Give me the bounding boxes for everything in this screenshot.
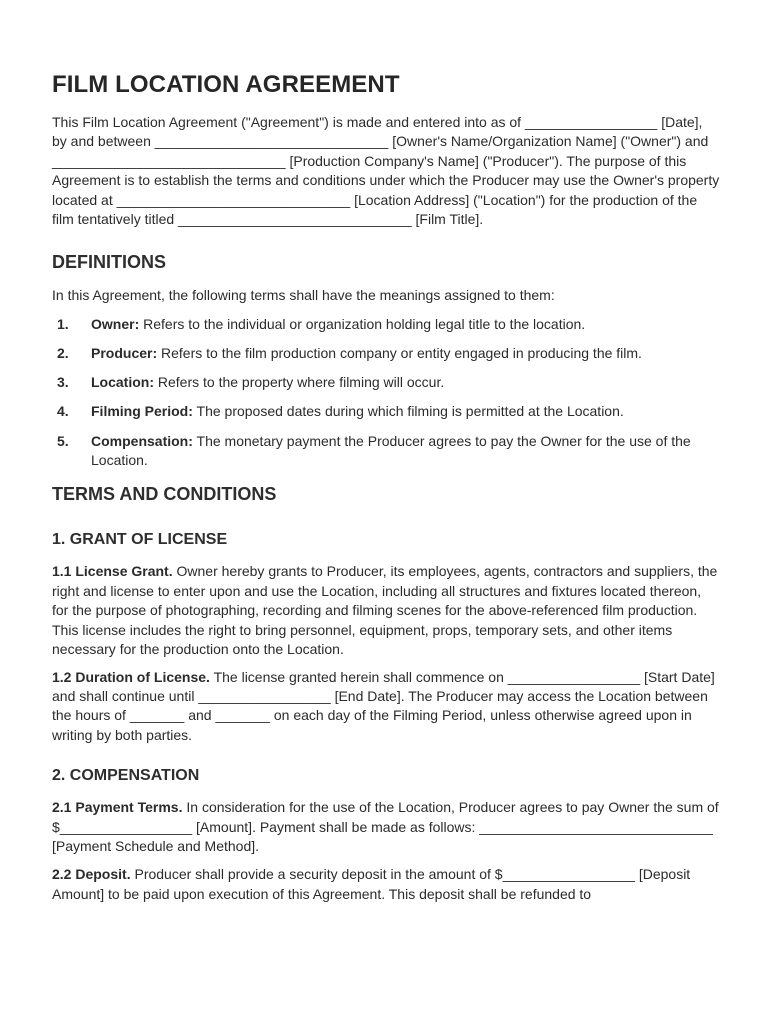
license-grant-paragraph [52, 562, 720, 659]
intro-paragraph: This Film Location Agreement ("Agreement") is made and entered into as of _________________ [Date], by and between ______________________________ [Owner's Name/Organization Name] ("Owner") and ______________________________ [Production Company's Name] ("Producer"). The purpose of this Agreement is to establish the terms and conditions under which the Producer may use the Owner's property located at ______________________________ [Location Address] ("Location") for the production of the film tentatively titled ______________________________ [Film Title]. [52, 114, 720, 228]
definition-term: Location: [91, 374, 154, 391]
clause-text: The license granted herein shall commence on _________________ [Start Date] and shall continue until _________________ [End Date]. The Producer may access the Location between the hours of _______ and _______ on each day of the Filming Period, unless otherwise agreed upon in writing by both parties. [52, 668, 715, 743]
definition-text: The proposed dates during which filming is permitted at the Location. [192, 403, 624, 420]
payment-terms-paragraph [52, 798, 720, 856]
terms-heading: TERMS AND CONDITIONS [52, 484, 277, 505]
clause-label: 1.2 Duration of License. [52, 668, 210, 685]
definitions-intro: In this Agreement, the following terms shall have the meanings assigned to them: [52, 287, 555, 304]
list-number: 4. [57, 403, 69, 420]
grant-heading: 1. GRANT OF LICENSE [52, 531, 228, 549]
definitions-heading: DEFINITIONS [52, 252, 167, 273]
list-item [52, 402, 720, 421]
license-duration-paragraph [52, 668, 720, 746]
definitions-list [52, 315, 720, 471]
definition-text: Refers to the individual or organization holding legal title to the location. [139, 315, 586, 332]
compensation-heading: 2. COMPENSATION [52, 767, 200, 785]
definition-term: Producer: [91, 345, 158, 362]
definition-text: Refers to the property where filming will occur. [154, 374, 445, 391]
list-number: 5. [57, 432, 69, 449]
clause-text: Producer shall provide a security deposit in the amount of $_________________ [Deposit Amount] to be paid upon execution of this Agreement. This deposit shall be refunded to [52, 866, 691, 902]
definition-term: Compensation: [91, 432, 193, 449]
list-number: 1. [57, 315, 69, 332]
document-content [52, 70, 720, 904]
definition-text: The monetary payment the Producer agrees to pay the Owner for the use of the Location. [91, 432, 691, 469]
list-item [52, 315, 720, 334]
clause-label: 1.1 License Grant. [52, 563, 173, 580]
list-item [52, 432, 720, 471]
deposit-paragraph [52, 865, 720, 904]
document-title: FILM LOCATION AGREEMENT [52, 71, 400, 98]
list-item [52, 344, 720, 363]
clause-label: 2.1 Payment Terms. [52, 799, 183, 816]
clause-label: 2.2 Deposit. [52, 866, 131, 883]
list-number: 3. [57, 374, 69, 391]
list-number: 2. [57, 345, 69, 362]
definition-term: Owner: [91, 315, 140, 332]
clause-text: In consideration for the use of the Location, Producer agrees to pay Owner the sum of $_________________ [Amount]. Payment shall be made as follows: ______________________________ [Payment Schedule and Method]. [52, 799, 719, 854]
definition-term: Filming Period: [91, 403, 193, 420]
definition-text: Refers to the film production company or entity engaged in producing the film. [157, 345, 642, 362]
clause-text: Owner hereby grants to Producer, its employees, agents, contractors and suppliers, the right and license to enter upon and use the Location, including all structures and fixtures located thereon, for the purpose of photographing, recording and filming scenes for the above-referenced film production. This license includes the right to bring personnel, equipment, props, temporary sets, and other items necessary for the production onto the Location. [52, 563, 718, 658]
list-item [52, 373, 720, 392]
